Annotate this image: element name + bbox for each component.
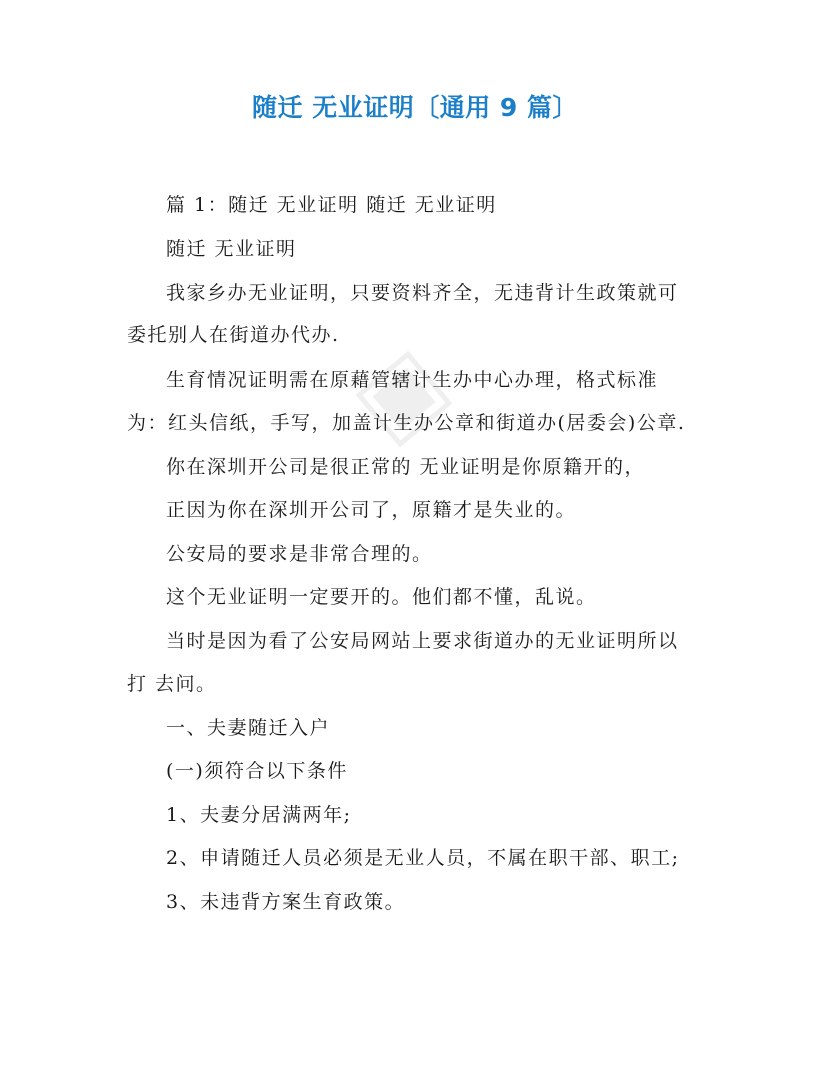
paragraph-line: 这个无业证明一定要开的。他们都不懂，乱说。 (166, 586, 597, 608)
document-title: 随迁 无业证明〔通用 9 篇〕 (251, 93, 578, 122)
list-item: 1、夫妻分居满两年; (166, 804, 352, 826)
list-item: 2、申请随迁人员必须是无业人员，不属在职干部、职工; (166, 847, 680, 869)
paragraph-line: 正因为你在深圳开公司了，原籍才是失业的。 (166, 499, 577, 521)
list-item: 3、未违背方案生育政策。 (166, 891, 406, 913)
paragraph-line: 我家乡办无业证明，只要资料齐全，无违背计生政策就可 (166, 282, 679, 304)
paragraph-line: 为：红头信纸，手写，加盖计生办公章和街道办(居委会)公章. (127, 412, 686, 434)
paragraph-line: 你在深圳开公司是很正常的 无业证明是你原籍开的， (166, 456, 646, 478)
paragraph-line: 生育情况证明需在原藉管辖计生办中心办理，格式标准 (166, 369, 659, 391)
paragraph-line: 当时是因为看了公安局网站上要求街道办的无业证明所以 (166, 630, 679, 652)
watermark-logo: ▣ (333, 326, 466, 462)
paragraph-line: 随迁 无业证明 (166, 238, 297, 260)
paragraph-line: 公安局的要求是非常合理的。 (166, 543, 433, 565)
section-heading: 一、夫妻随迁入户 (166, 717, 331, 739)
subsection-heading: (一)须符合以下条件 (166, 760, 348, 782)
paragraph-line: 打 去问。 (127, 673, 217, 695)
paragraph-line: 委托别人在街道办代办. (127, 324, 340, 346)
paragraph-line: 篇 1：随迁 无业证明 随迁 无业证明 (166, 194, 497, 216)
